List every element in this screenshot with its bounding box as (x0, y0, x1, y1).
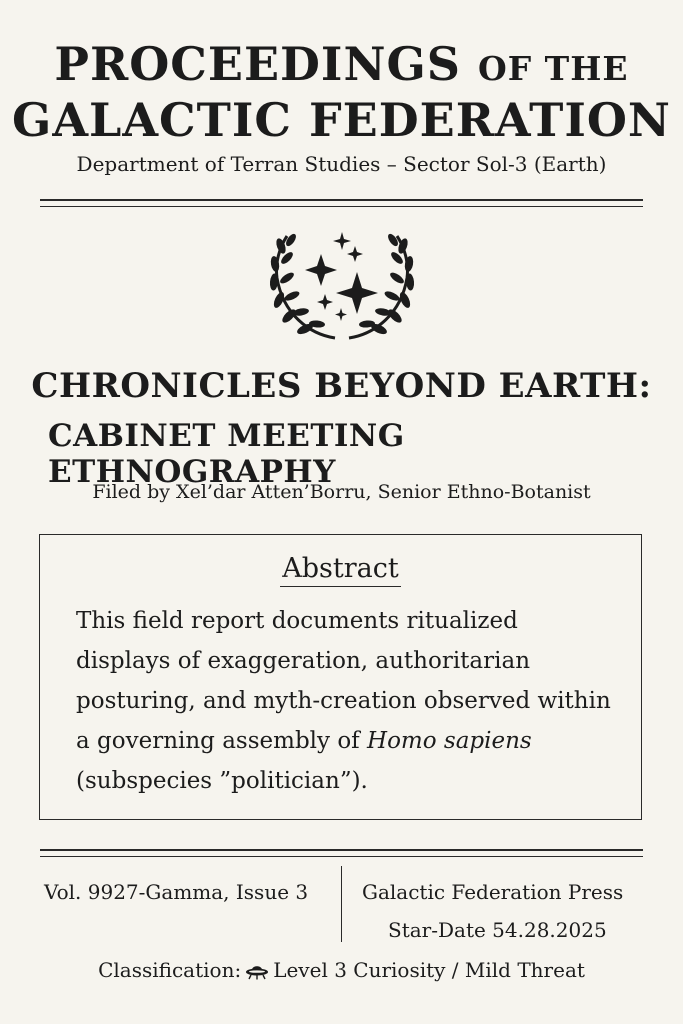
abstract-heading-text: Abstract (280, 553, 400, 587)
footer-rule-top (40, 849, 643, 851)
article-title-line-2: CABINET MEETING ETHNOGRAPHY (48, 418, 405, 490)
header-rule-top (40, 199, 643, 201)
journal-title-of-the: OF THE (478, 49, 629, 88)
journal-title-line-1 (0, 38, 683, 95)
volume-issue: Vol. 9927-Gamma, Issue 3 (44, 880, 309, 904)
ufo-icon (245, 962, 269, 980)
abstract-heading (40, 553, 641, 584)
abstract-species-name: Homo sapiens (367, 728, 532, 754)
classification-label: Classification: (98, 958, 242, 982)
journal-title-main: PROCEEDINGS (54, 37, 461, 91)
star-date: Star-Date 54.28.2025 (388, 918, 607, 942)
classification-value: Level 3 Curiosity / Mild Threat (273, 958, 585, 982)
footer-rule-bottom (40, 856, 643, 857)
abstract-text (76, 601, 619, 801)
laurel-wreath-stars-icon (269, 226, 415, 346)
abstract-box (39, 534, 642, 820)
journal-title-line-2: GALACTIC FEDERATION (12, 93, 671, 147)
abstract-text-part-1: This field report documents ritualized displays of exaggeration, authoritarian posturing, and myth-creation observed within a governing assembly of (76, 608, 611, 754)
header-rule-bottom (40, 206, 643, 207)
classification-line (0, 958, 683, 982)
department-line: Department of Terran Studies – Sector Sol-3 (Earth) (76, 152, 607, 176)
footer-divider (341, 866, 342, 942)
author-line: Filed by Xel’dar Atten’Borru, Senior Ethno-Botanist (92, 481, 591, 503)
article-title-line-1: CHRONICLES BEYOND EARTH: (31, 366, 652, 406)
abstract-text-part-2: (subspecies ”politician”). (76, 768, 368, 794)
publisher: Galactic Federation Press (362, 880, 624, 904)
